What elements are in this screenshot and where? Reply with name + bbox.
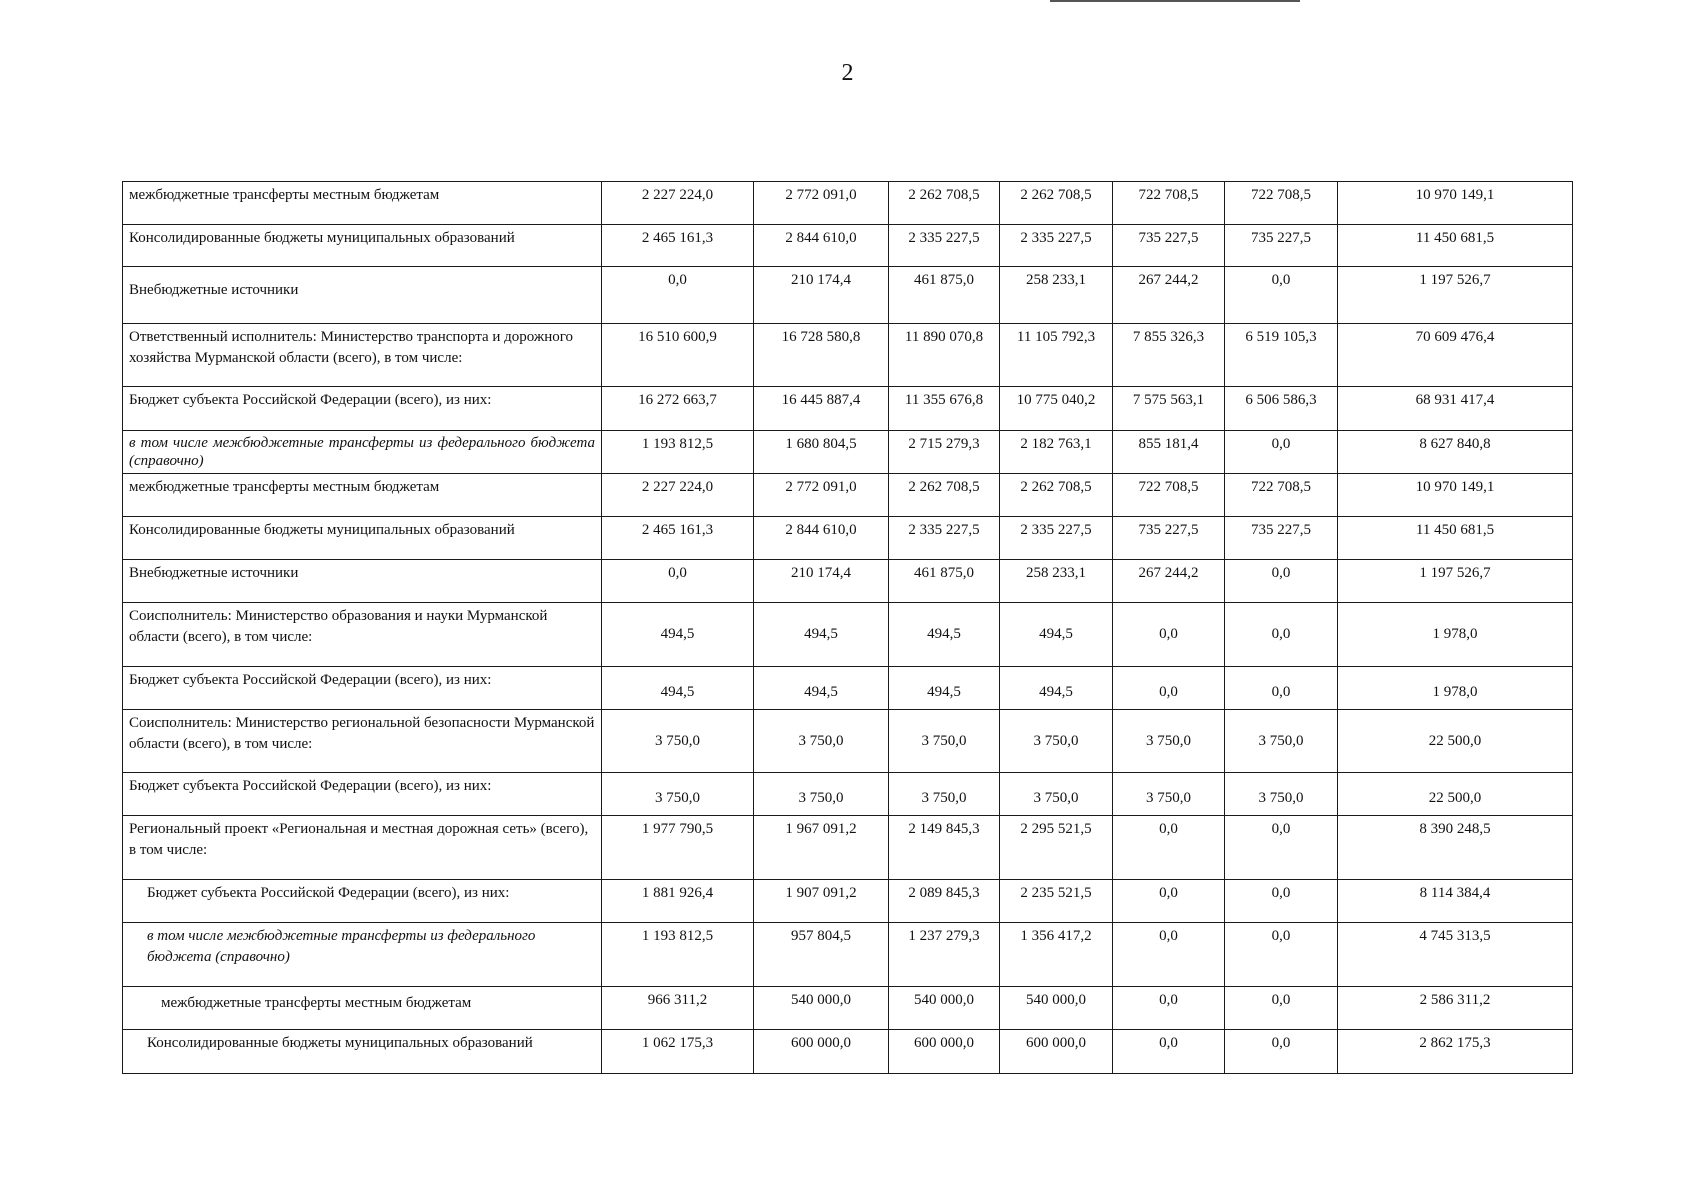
value-cell: 70 609 476,4 [1338,324,1573,387]
table-row [123,987,1573,1030]
value-cell: 2 862 175,3 [1338,1030,1573,1074]
value-cell: 494,5 [754,603,889,667]
value-cell: 494,5 [1000,667,1113,710]
row-label: Ответственный исполнитель: Министерство транспорта и дорожного хозяйства Мурманской области (всего), в том числе: [123,324,602,387]
value-cell: 0,0 [1225,560,1338,603]
value-cell: 494,5 [754,667,889,710]
row-label: Консолидированные бюджеты муниципальных образований [123,1030,602,1074]
value-cell: 1 237 279,3 [889,923,1000,987]
value-cell: 0,0 [1225,431,1338,474]
value-cell: 540 000,0 [754,987,889,1030]
value-cell: 1 197 526,7 [1338,267,1573,324]
value-cell: 2 586 311,2 [1338,987,1573,1030]
value-cell: 267 244,2 [1113,267,1225,324]
value-cell: 3 750,0 [1225,773,1338,816]
value-cell: 600 000,0 [889,1030,1000,1074]
value-cell: 1 356 417,2 [1000,923,1113,987]
value-cell: 2 227 224,0 [602,182,754,225]
top-rule [1050,0,1300,2]
page-number: 2 [841,60,854,86]
value-cell: 2 235 521,5 [1000,880,1113,923]
value-cell: 11 450 681,5 [1338,517,1573,560]
value-cell: 0,0 [1113,987,1225,1030]
value-cell: 6 506 586,3 [1225,387,1338,431]
value-cell: 722 708,5 [1113,182,1225,225]
row-label: в том числе межбюджетные трансферты из федерального бюджета (справочно) [123,431,602,474]
value-cell: 2 465 161,3 [602,225,754,267]
value-cell: 494,5 [602,603,754,667]
value-cell: 3 750,0 [754,710,889,773]
row-label: Бюджет субъекта Российской Федерации (всего), из них: [123,880,602,923]
value-cell: 4 745 313,5 [1338,923,1573,987]
value-cell: 3 750,0 [1000,710,1113,773]
value-cell: 2 262 708,5 [1000,474,1113,517]
value-cell: 16 728 580,8 [754,324,889,387]
value-cell: 2 465 161,3 [602,517,754,560]
row-label: Консолидированные бюджеты муниципальных образований [123,225,602,267]
value-cell: 735 227,5 [1225,225,1338,267]
value-cell: 7 855 326,3 [1113,324,1225,387]
value-cell: 10 970 149,1 [1338,474,1573,517]
table-row [123,667,1573,710]
row-label: Бюджет субъекта Российской Федерации (всего), из них: [123,773,602,816]
table-row [123,517,1573,560]
table-row [123,267,1573,324]
value-cell: 540 000,0 [889,987,1000,1030]
table-row [123,1030,1573,1074]
value-cell: 6 519 105,3 [1225,324,1338,387]
value-cell: 8 114 384,4 [1338,880,1573,923]
value-cell: 22 500,0 [1338,773,1573,816]
value-cell: 2 262 708,5 [889,474,1000,517]
budget-table [122,181,1573,1074]
value-cell: 494,5 [889,667,1000,710]
value-cell: 2 335 227,5 [1000,517,1113,560]
value-cell: 735 227,5 [1225,517,1338,560]
row-label: межбюджетные трансферты местным бюджетам [123,474,602,517]
value-cell: 2 262 708,5 [1000,182,1113,225]
value-cell: 2 295 521,5 [1000,816,1113,880]
table-row [123,225,1573,267]
value-cell: 0,0 [1225,267,1338,324]
value-cell: 1 907 091,2 [754,880,889,923]
row-label: Консолидированные бюджеты муниципальных образований [123,517,602,560]
value-cell: 11 105 792,3 [1000,324,1113,387]
table-row [123,324,1573,387]
value-cell: 0,0 [1225,1030,1338,1074]
value-cell: 2 772 091,0 [754,182,889,225]
value-cell: 2 844 610,0 [754,517,889,560]
value-cell: 0,0 [602,267,754,324]
value-cell: 0,0 [1225,603,1338,667]
value-cell: 2 182 763,1 [1000,431,1113,474]
value-cell: 461 875,0 [889,267,1000,324]
value-cell: 2 335 227,5 [889,225,1000,267]
value-cell: 1 197 526,7 [1338,560,1573,603]
value-cell: 735 227,5 [1113,517,1225,560]
table-row [123,431,1573,474]
value-cell: 3 750,0 [1113,710,1225,773]
value-cell: 722 708,5 [1113,474,1225,517]
value-cell: 1 680 804,5 [754,431,889,474]
value-cell: 2 149 845,3 [889,816,1000,880]
value-cell: 0,0 [1113,667,1225,710]
value-cell: 0,0 [1113,1030,1225,1074]
value-cell: 2 844 610,0 [754,225,889,267]
value-cell: 722 708,5 [1225,474,1338,517]
value-cell: 966 311,2 [602,987,754,1030]
table-row [123,474,1573,517]
value-cell: 7 575 563,1 [1113,387,1225,431]
row-label: Бюджет субъекта Российской Федерации (всего), из них: [123,387,602,431]
value-cell: 0,0 [1225,816,1338,880]
value-cell: 0,0 [1113,923,1225,987]
value-cell: 0,0 [1113,880,1225,923]
value-cell: 2 227 224,0 [602,474,754,517]
value-cell: 258 233,1 [1000,267,1113,324]
row-label: межбюджетные трансферты местным бюджетам [123,987,602,1030]
value-cell: 600 000,0 [1000,1030,1113,1074]
value-cell: 0,0 [1225,987,1338,1030]
value-cell: 0,0 [1113,603,1225,667]
value-cell: 1 967 091,2 [754,816,889,880]
value-cell: 16 272 663,7 [602,387,754,431]
table-row [123,560,1573,603]
row-label: в том числе межбюджетные трансферты из федерального бюджета (справочно) [123,923,602,987]
table-row [123,182,1573,225]
row-label: Внебюджетные источники [123,267,602,324]
value-cell: 10 775 040,2 [1000,387,1113,431]
value-cell: 0,0 [602,560,754,603]
value-cell: 600 000,0 [754,1030,889,1074]
value-cell: 3 750,0 [1113,773,1225,816]
table-row [123,923,1573,987]
value-cell: 735 227,5 [1113,225,1225,267]
value-cell: 267 244,2 [1113,560,1225,603]
value-cell: 16 510 600,9 [602,324,754,387]
value-cell: 0,0 [1113,816,1225,880]
value-cell: 10 970 149,1 [1338,182,1573,225]
value-cell: 2 772 091,0 [754,474,889,517]
table-row [123,816,1573,880]
value-cell: 8 627 840,8 [1338,431,1573,474]
value-cell: 1 978,0 [1338,603,1573,667]
value-cell: 2 335 227,5 [889,517,1000,560]
value-cell: 1 062 175,3 [602,1030,754,1074]
value-cell: 2 262 708,5 [889,182,1000,225]
value-cell: 11 355 676,8 [889,387,1000,431]
value-cell: 494,5 [1000,603,1113,667]
value-cell: 258 233,1 [1000,560,1113,603]
table-row [123,603,1573,667]
value-cell: 3 750,0 [889,710,1000,773]
value-cell: 11 450 681,5 [1338,225,1573,267]
value-cell: 3 750,0 [1000,773,1113,816]
value-cell: 0,0 [1225,667,1338,710]
value-cell: 11 890 070,8 [889,324,1000,387]
value-cell: 22 500,0 [1338,710,1573,773]
value-cell: 210 174,4 [754,267,889,324]
value-cell: 2 089 845,3 [889,880,1000,923]
table-row [123,880,1573,923]
value-cell: 3 750,0 [754,773,889,816]
value-cell: 957 804,5 [754,923,889,987]
table-row [123,773,1573,816]
value-cell: 3 750,0 [602,773,754,816]
row-label: Бюджет субъекта Российской Федерации (всего), из них: [123,667,602,710]
value-cell: 1 978,0 [1338,667,1573,710]
value-cell: 8 390 248,5 [1338,816,1573,880]
value-cell: 1 193 812,5 [602,923,754,987]
value-cell: 855 181,4 [1113,431,1225,474]
row-label: Соисполнитель: Министерство образования и науки Мурманской области (всего), в том числе: [123,603,602,667]
value-cell: 2 335 227,5 [1000,225,1113,267]
value-cell: 494,5 [889,603,1000,667]
value-cell: 16 445 887,4 [754,387,889,431]
row-label: Соисполнитель: Министерство региональной безопасности Мурманской области (всего), в том числе: [123,710,602,773]
value-cell: 0,0 [1225,880,1338,923]
value-cell: 0,0 [1225,923,1338,987]
value-cell: 210 174,4 [754,560,889,603]
value-cell: 540 000,0 [1000,987,1113,1030]
value-cell: 1 977 790,5 [602,816,754,880]
value-cell: 1 193 812,5 [602,431,754,474]
value-cell: 461 875,0 [889,560,1000,603]
value-cell: 3 750,0 [602,710,754,773]
value-cell: 2 715 279,3 [889,431,1000,474]
row-label: Региональный проект «Региональная и местная дорожная сеть» (всего), в том числе: [123,816,602,880]
value-cell: 3 750,0 [1225,710,1338,773]
value-cell: 494,5 [602,667,754,710]
table-row [123,710,1573,773]
value-cell: 1 881 926,4 [602,880,754,923]
row-label: Внебюджетные источники [123,560,602,603]
row-label: межбюджетные трансферты местным бюджетам [123,182,602,225]
table-row [123,387,1573,431]
value-cell: 722 708,5 [1225,182,1338,225]
value-cell: 68 931 417,4 [1338,387,1573,431]
value-cell: 3 750,0 [889,773,1000,816]
